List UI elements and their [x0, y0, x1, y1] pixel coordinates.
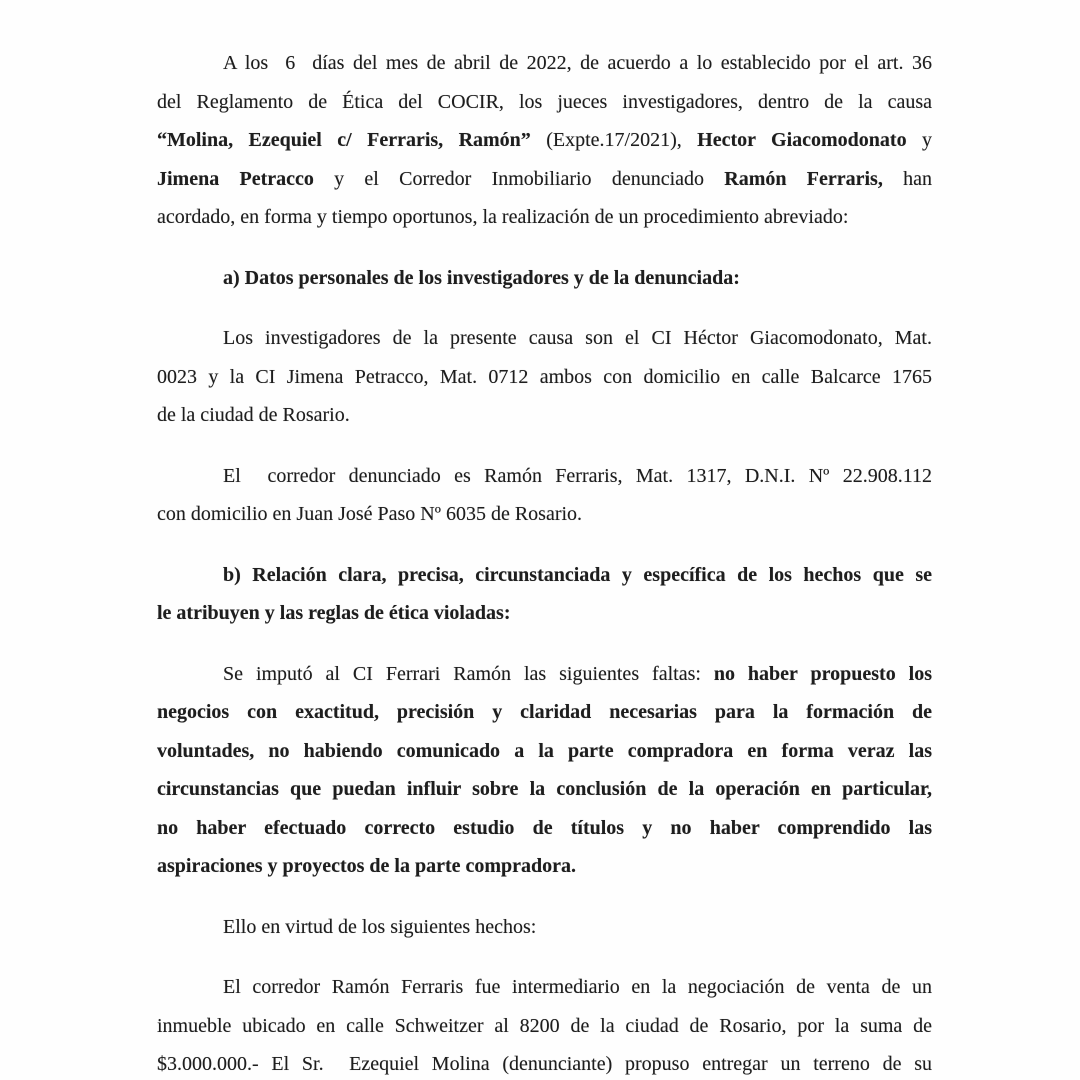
text-line [157, 693, 932, 732]
text-segment: y el Corredor Inmobiliario denunciado [313, 167, 725, 190]
text-line [157, 358, 932, 397]
text-segment: y [906, 129, 932, 151]
text-segment: no haber efectuado correcto estudio de títulos y no haber comprendido las [157, 816, 932, 839]
text-line [157, 319, 932, 358]
text-segment: El corredor denunciado es Ramón Ferraris, Mat. 1317, D.N.I. Nº 22.908.112 [223, 464, 932, 487]
text-segment: b) Relación clara, precisa, circunstanciada y específica de los hechos que se [223, 563, 932, 586]
text-line [157, 259, 932, 298]
text-segment: “Molina, Ezequiel c/ Ferraris, Ramón” [157, 129, 531, 151]
text-line [157, 809, 932, 848]
text-line [157, 1007, 932, 1046]
text-segment: circunstancias que puedan influir sobre la conclusión de la operación en particular, [157, 778, 932, 800]
investigators-paragraph [157, 319, 932, 435]
text-line [157, 160, 932, 199]
section-b-heading [157, 556, 932, 633]
text-segment: inmueble ubicado en calle Schweitzer al 8200 de la ciudad de Rosario, por la suma de [157, 1014, 932, 1037]
text-segment: 0023 y la CI Jimena Petracco, Mat. 0712 ambos con domicilio en calle Balcarce 1765 [157, 365, 932, 388]
text-segment: no haber propuesto los [713, 662, 932, 685]
text-line [157, 121, 932, 160]
charges-paragraph [157, 655, 932, 886]
text-line [157, 770, 932, 809]
denounced-broker-paragraph [157, 457, 932, 534]
text-segment: de la ciudad de Rosario. [157, 404, 350, 426]
text-segment: voluntades, no habiendo comunicado a la parte compradora en forma veraz las [157, 739, 932, 762]
text-segment: Ello en virtud de los siguientes hechos: [223, 915, 537, 938]
section-a-heading [157, 259, 932, 298]
text-segment: Ramón Ferraris, [724, 167, 883, 190]
text-segment: El corredor Ramón Ferraris fue intermediario en la negociación de venta de un [223, 976, 932, 998]
facts-intro-paragraph [157, 908, 932, 947]
text-segment: Los investigadores de la presente causa son el CI Héctor Giacomodonato, Mat. [223, 327, 932, 349]
text-segment: A los 6 días del mes de abril de 2022, de acuerdo a lo establecido por el art. 36 [223, 52, 932, 74]
text-segment: a) Datos personales de los investigadores y de la denunciada: [223, 266, 740, 289]
text-line [157, 556, 932, 595]
text-line [157, 847, 932, 886]
facts-paragraph [157, 968, 932, 1080]
text-line [157, 1045, 932, 1080]
opening-paragraph [157, 44, 932, 237]
text-segment: acordado, en forma y tiempo oportunos, la realización de un procedimiento abreviado: [157, 206, 849, 228]
text-segment: negocios con exactitud, precisión y claridad necesarias para la formación de [157, 701, 932, 723]
text-line [157, 594, 932, 633]
text-segment: con domicilio en Juan José Paso Nº 6035 de Rosario. [157, 503, 583, 525]
text-line [157, 83, 932, 122]
text-segment: han [882, 167, 932, 190]
text-segment: Jimena Petracco [157, 167, 314, 190]
text-segment: aspiraciones y proyectos de la parte compradora. [157, 855, 577, 877]
text-line [157, 655, 932, 694]
text-segment: Hector Giacomodonato [697, 129, 907, 151]
text-segment: del Reglamento de Ética del COCIR, los jueces investigadores, dentro de la causa [157, 90, 932, 113]
text-line [157, 732, 932, 771]
text-line [157, 495, 932, 534]
text-segment: (Expte.17/2021), [530, 129, 698, 151]
text-segment: $3.000.000.- El Sr. Ezequiel Molina (denunciante) propuso entregar un terreno de su [157, 1053, 932, 1075]
text-segment: le atribuyen y las reglas de ética violadas: [157, 602, 511, 624]
text-line [157, 198, 932, 237]
document-body [157, 44, 932, 1080]
text-line [157, 968, 932, 1007]
text-line [157, 44, 932, 83]
text-line [157, 457, 932, 496]
text-line [157, 908, 932, 947]
text-line [157, 396, 932, 435]
text-segment: Se imputó al CI Ferrari Ramón las siguientes faltas: [223, 662, 714, 685]
